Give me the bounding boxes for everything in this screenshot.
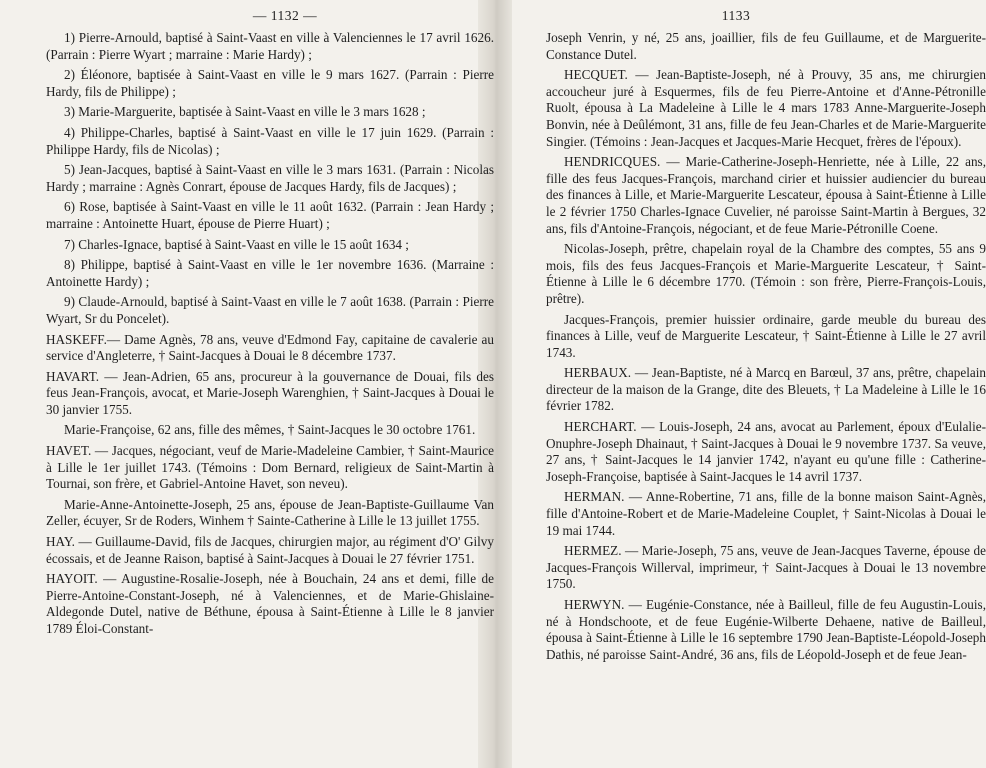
right-entry-herchart: HERCHART. — Louis-Joseph, 24 ans, avocat au Parlement, époux d'Eulalie-Onuphre-Joseph Dhainaut, † Saint-Jacques à Douai le 9 novembre 1737. Sa veuve, 27 ans, † Saint-Jacques le 14 janvier 1742, n'ayant eu qu'une fille : Catherine-Joseph-Françoise, baptisée à Saint-Jacques le 14 avril 1737. [546, 419, 986, 484]
left-paragraph: 4) Philippe-Charles, baptisé à Saint-Vaast en ville le 17 juin 1629. (Parrain : Philippe Hardy, fils de Nicolas) ; [46, 124, 494, 157]
left-paragraph: 1) Pierre-Arnould, baptisé à Saint-Vaast en ville à Valenciennes le 17 avril 1626. (Parrain : Pierre Wyart ; marraine : Marie Hardy) ; [46, 30, 494, 62]
right-page-number: 1133 [721, 8, 751, 23]
left-paragraph: 7) Charles-Ignace, baptisé à Saint-Vaast en ville le 15 août 1634 ; [64, 236, 409, 252]
left-paragraph: 8) Philippe, baptisé à Saint-Vaast en ville le 1er novembre 1636. (Marraine : Antoinette Hardy) ; [46, 257, 494, 289]
right-paragraph: Jacques-François, premier huissier ordinaire, garde meuble du bureau des finances à Lille, veuf de Marguerite Lescateur, † Saint-Étienne à Lille le 27 avril 1743. [546, 311, 986, 360]
right-entry-hecquet: HECQUET. — Jean-Baptiste-Joseph, né à Prouvy, 35 ans, me chirurgien accoucheur juré à Esquermes, fils de feu Pierre-Antoine et d'Anne-Pétronille Ruolt, épousa à La Madeleine à Lille le 4 mars 1783 Anne-Marguerite-Joseph Bonvin, née à Deûlémont, 31 ans, fille de feu Jean-Charles et de Marie-Marguerite Singier. (Témoins : Jean-Jacques et Jacques-Marie Hecquet, frères de l'époux). [546, 67, 986, 149]
right-entry-hermez: HERMEZ. — Marie-Joseph, 75 ans, veuve de Jean-Jacques Taverne, épouse de Jacques-François Willerval, imprimeur, † Saint-Jacques à Douai le 13 novembre 1750. [546, 543, 986, 592]
left-entry-havart: HAVART. — Jean-Adrien, 65 ans, procureur à la gouvernance de Douai, fils des feus Jean-François, avocat, et Marie-Joseph Warenghien, † Saint-Jacques à Douai le 30 janvier 1755. [46, 368, 494, 417]
left-page [18, 0, 498, 768]
left-paragraph: 2) Éléonore, baptisée à Saint-Vaast en ville le 9 mars 1627. (Parrain : Pierre Hardy, fils de Philippe) ; [46, 67, 494, 99]
left-paragraph: Marie-Françoise, 62 ans, fille des mêmes, † Saint-Jacques le 30 octobre 1761. [64, 422, 476, 438]
right-entry-hendricques: HENDRICQUES. — Marie-Catherine-Joseph-Henriette, née à Lille, 22 ans, fille des feus Jacques-François, marchand cirier et huissier audiencier du bureau des finances à Lille, et Marie-Marguerite Lescateur, épousa à Saint-Étienne à Lille le 2 février 1750 Charles-Ignace Cuvelier, né paroisse Saint-Martin à Bergues, 32 ans, fils d'Antoine-François, négociant, et de feue Marie-Pétronille Coene. [546, 154, 986, 236]
left-paragraph: 3) Marie-Marguerite, baptisée à Saint-Vaast en ville le 3 mars 1628 ; [64, 104, 426, 120]
left-paragraph: Marie-Anne-Antoinette-Joseph, 25 ans, épouse de Jean-Baptiste-Guillaume Van Zeller, écuyer, Sr de Roders, Winhem † Sainte-Catherine à Lille le 13 juillet 1755. [46, 496, 494, 529]
left-entry-hay: HAY. — Guillaume-David, fils de Jacques, chirurgien major, au régiment d'O' Gilvy écossais, et de Jeanne Raison, baptisé à Saint-Jacques à Douai le 27 février 1751. [46, 534, 494, 566]
right-entry-herman: HERMAN. — Anne-Robertine, 71 ans, fille de la bonne maison Saint-Agnès, fille d'Antoine-Robert et de Marie-Madeleine Couplet, † Saint-Nicolas à Douai le 19 mai 1744. [546, 489, 986, 538]
right-paragraph: Joseph Venrin, y né, 25 ans, joaillier, fils de feu Guillaume, et de Marguerite-Constance Dutel. [546, 30, 986, 62]
left-page-number: — 1132 — [252, 8, 318, 23]
left-paragraph: 9) Claude-Arnould, baptisé à Saint-Vaast en ville le 7 août 1638. (Parrain : Pierre Wyart, Sr du Poncelet). [46, 294, 494, 326]
right-paragraph: Nicolas-Joseph, prêtre, chapelain royal de la Chambre des comptes, 55 ans 9 mois, fils des feus Jacques-François et Marie-Marguerite Lescateur, † Saint-Étienne à Lille le 6 décembre 1770. (Témoin : son frère, Pierre-François-Louis, prêtre). [546, 241, 986, 306]
left-entry-hayoit: HAYOIT. — Augustine-Rosalie-Joseph, née à Bouchain, 24 ans et demi, fille de Pierre-Antoine-Constant-Joseph, né à Valenciennes, et de Marie-Ghislaine-Aldegonde Dutel, native de Béthune, épousa à Saint-Étienne à Lille le 8 janvier 1789 Éloi-Constant- [46, 571, 494, 636]
right-entry-herwyn: HERWYN. — Eugénie-Constance, née à Bailleul, fille de feu Augustin-Louis, né à Hondschoote, et de feue Eugénie-Wilberte Dehaene, native de Bailleul, épousa à Saint-Étienne à Lille le 16 septembre 1790 Jean-Baptiste-Léopold-Joseph Dathis, né paroisse Saint-André, 36 ans, fils de Léopold-Joseph et de feue Jean- [546, 597, 986, 662]
left-paragraph: 5) Jean-Jacques, baptisé à Saint-Vaast en ville le 3 mars 1631. (Parrain : Nicolas Hardy ; marraine : Agnès Conrart, épouse de Jacques Hardy, fils de Jacques) ; [46, 162, 494, 194]
left-entry-havet: HAVET. — Jacques, négociant, veuf de Marie-Madeleine Cambier, † Saint-Maurice à Lille le 1er juillet 1743. (Témoins : Dom Bernard, religieux de Saint-Martin à Tournai, son frère, et Gabriel-Antoine Havet, son neveu). [46, 443, 494, 492]
right-entry-herbaux: HERBAUX. — Jean-Baptiste, né à Marcq en Barœul, 37 ans, prêtre, chapelain directeur de la maison de la Grange, dite des Bleuets, † La Madeleine à Lille le 16 février 1782. [546, 365, 986, 414]
left-entry-haskeff: HASKEFF.— Dame Agnès, 78 ans, veuve d'Edmond Fay, capitaine de cavalerie au service d'Angleterre, † Saint-Jacques à Douai le 8 décembre 1737. [46, 331, 494, 364]
right-page [540, 0, 986, 768]
left-paragraph: 6) Rose, baptisée à Saint-Vaast en ville le 11 août 1632. (Parrain : Jean Hardy ; marraine : Antoinette Huart, épouse de Pierre Huart) ; [46, 199, 494, 231]
